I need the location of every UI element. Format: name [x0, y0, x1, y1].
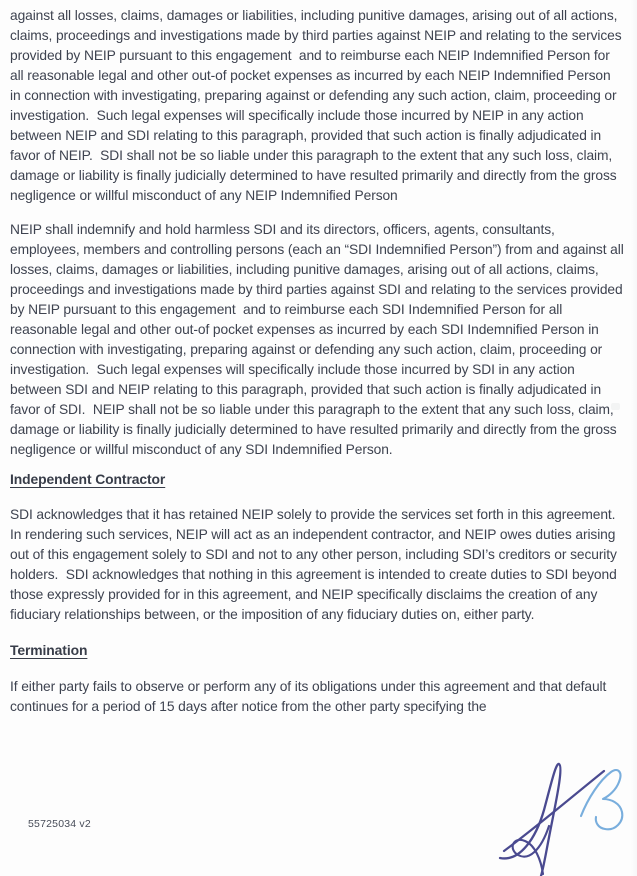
initial-dark-bottom-loop — [513, 826, 549, 874]
heading-independent-contractor: Independent Contractor — [10, 471, 166, 487]
initial-light-stroke — [581, 770, 622, 829]
paragraph-termination: If either party fails to observe or perform any of its obligations under this agreement and that default continues for a period of 15 days after notice from the other party specifying the — [10, 679, 610, 714]
initial-dark-cross-stroke — [504, 771, 604, 851]
initial-dark-main-stroke — [500, 764, 560, 876]
scan-smudge — [611, 403, 620, 410]
paragraph-independent-contractor: SDI acknowledges that it has retained NEIP solely to provide the services set forth in this agreement. In rendering such services, NEIP will act as an independent contractor, and NEIP owes duties arising out of this engagement solely to SDI and not to any other person, including SDI’s creditors or security holders. SDI acknowledges that nothing in this agreement is intended to create duties to SDI beyond those expressly provided for in this agreement, and NEIP specifically disclaims the creation of any fiduciary relationships between, or the imposition of any fiduciary duties on, either party. — [10, 507, 623, 622]
document-number: 55725034 v2 — [28, 818, 91, 830]
document-body — [10, 0, 628, 717]
handwritten-initials — [480, 750, 637, 876]
paragraph-indemnification-sdi: NEIP shall indemnify and hold harmless SDI and its directors, officers, agents, consultants, employees, members and controlling persons (each an “SDI Indemnified Person”) from and against all losses, claims, damages or liabilities, including punitive damages, arising out of all actions, claims, proceedings and investigations made by third parties against SDI and relating to the services provided by NEIP pursuant to this engagement and to reimburse each SDI Indemnified Person for all reasonable legal and other out-of pocket expenses as incurred by each SDI Indemnified Person in connection with investigating, preparing against or defending any such action, claim, proceeding or investigation. Such legal expenses will specifically include those incurred by SDI in any action between SDI and NEIP relating to this paragraph, provided that such action is finally adjudicated in favor of SDI. NEIP shall not be so liable under this paragraph to the extent that any such loss, claim, damage or liability is finally judicially determined to have resulted primarily and directly from the gross negligence or willful misconduct of any SDI Indemnified Person. — [10, 222, 628, 457]
scan-smudge — [600, 150, 610, 156]
paragraph-indemnification-neip: against all losses, claims, damages or liabilities, including punitive damages, arising out of all actions, claims, proceedings and investigations made by third parties against NEIP and relating to the services provided by NEIP pursuant to this engagement and to reimburse each NEIP Indemnified Person for all reasonable legal and other out-of pocket expenses as incurred by each NEIP Indemnified Person in connection with investigating, preparing against or defending any such action, claim, proceeding or investigation. Such legal expenses will specifically include those incurred by NEIP in any action between NEIP and SDI relating to this paragraph, provided that such action is finally adjudicated in favor of NEIP. SDI shall not be so liable under this paragraph to the extent that any such loss, claim, damage or liability is finally judicially determined to have resulted primarily and directly from the gross negligence or willful misconduct of any NEIP Indemnified Person — [10, 8, 626, 203]
heading-termination: Termination — [10, 642, 88, 658]
